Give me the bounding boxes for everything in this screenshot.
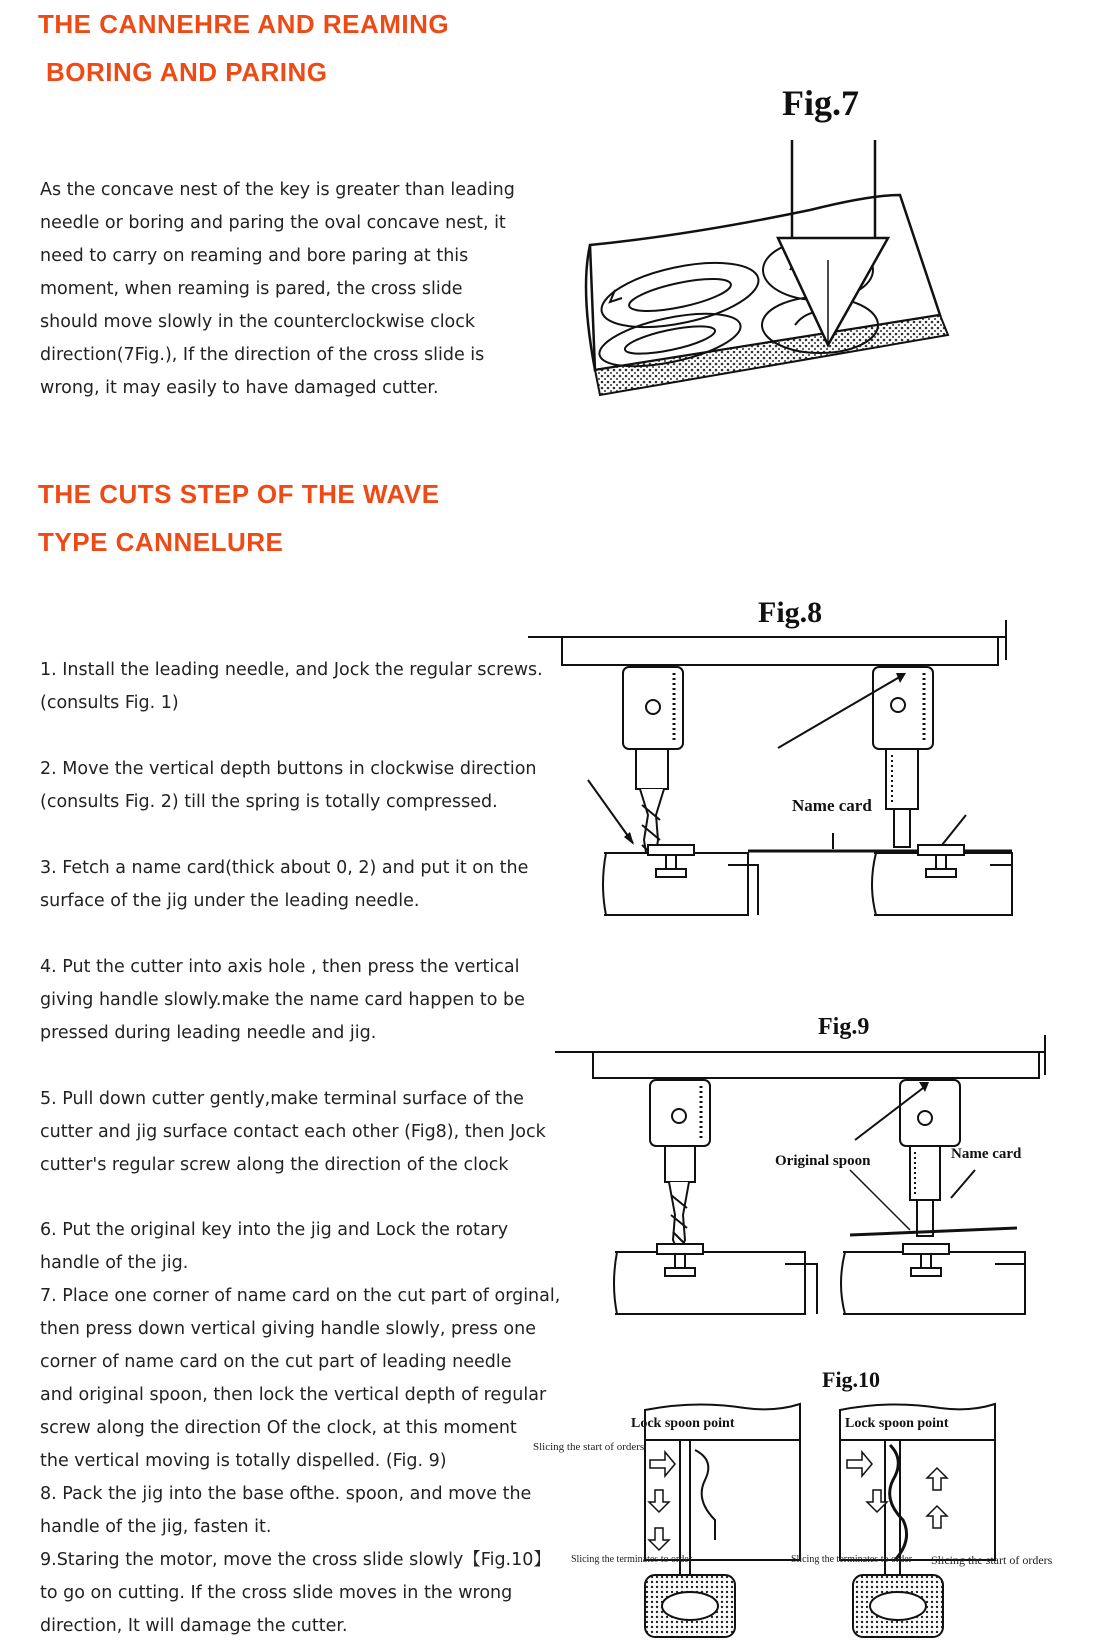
step-line: then press down vertical giving handle slowly, press one xyxy=(40,1319,536,1339)
section-heading-reaming xyxy=(38,0,449,96)
paragraph-line: need to carry on reaming and bore paring at this xyxy=(40,246,469,266)
fig9-illustration xyxy=(555,1030,1075,1320)
step-line: screw along the direction Of the clock, at this moment xyxy=(40,1418,517,1438)
steps-6-to-9 xyxy=(40,1214,561,1643)
fig9-title: Fig.9 xyxy=(818,1014,870,1040)
fig8-title: Fig.8 xyxy=(758,596,823,629)
fig10-slicing-terminates-right-label: Slicing the terminates to order xyxy=(791,1554,913,1565)
step-line: 1. Install the leading needle, and Jock the regular screws. xyxy=(40,660,543,680)
step-line: 2. Move the vertical depth buttons in clockwise direction xyxy=(40,759,537,779)
step-line: (consults Fig. 2) till the spring is totally compressed. xyxy=(40,792,498,812)
section-heading-wave-cannelure xyxy=(38,470,440,566)
reaming-paragraph xyxy=(40,174,550,405)
paragraph-line: moment, when reaming is pared, the cross slide xyxy=(40,279,463,299)
fig7-title: Fig.7 xyxy=(782,83,859,123)
step-line: corner of name card on the cut part of leading needle xyxy=(40,1352,512,1372)
fig8-name-card-label: Name card xyxy=(792,796,872,815)
fig9-name-card-label: Name card xyxy=(951,1146,1022,1162)
step-line: (consults Fig. 1) xyxy=(40,693,179,713)
fig8-illustration xyxy=(528,615,1028,925)
fig10-lock-left-label: Lock spoon point xyxy=(631,1416,735,1431)
fig10-lock-right-label: Lock spoon point xyxy=(845,1416,949,1431)
fig10-title: Fig.10 xyxy=(822,1367,881,1392)
step-line: 4. Put the cutter into axis hole , then press the vertical xyxy=(40,957,520,977)
step-line: and original spoon, then lock the vertical depth of regular xyxy=(40,1385,547,1405)
paragraph-line: needle or boring and paring the oval concave nest, it xyxy=(40,213,506,233)
step-line: the vertical moving is totally dispelled. (Fig. 9) xyxy=(40,1451,447,1471)
step-line: handle of the jig, fasten it. xyxy=(40,1517,272,1537)
step-line: pressed during leading needle and jig. xyxy=(40,1023,377,1043)
step-line: handle of the jig. xyxy=(40,1253,189,1273)
step-line: 9.Staring the motor, move the cross slide slowly【Fig.10】 xyxy=(40,1550,551,1570)
fig10-slicing-terminates-left-label: Slicing the terminates to order xyxy=(571,1554,693,1565)
step-5 xyxy=(40,1083,550,1182)
step-line: 6. Put the original key into the jig and Lock the rotary xyxy=(40,1220,509,1240)
heading-line: THE CUTS STEP OF THE WAVE xyxy=(38,479,440,509)
fig10-slicing-start-left-label: Slicing the start of orders xyxy=(533,1441,645,1453)
step-3 xyxy=(40,852,550,918)
step-line: direction, It will damage the cutter. xyxy=(40,1616,348,1636)
fig9-original-spoon-label: Original spoon xyxy=(775,1153,871,1169)
fig7-illustration xyxy=(570,140,990,410)
fig10-illustration xyxy=(533,1390,1095,1643)
step-4 xyxy=(40,951,550,1050)
step-1 xyxy=(40,654,550,720)
step-line: 3. Fetch a name card(thick about 0, 2) and put it on the xyxy=(40,858,529,878)
step-2 xyxy=(40,753,550,819)
paragraph-line: should move slowly in the counterclockwise clock xyxy=(40,312,476,332)
step-line: giving handle slowly.make the name card happen to be xyxy=(40,990,525,1010)
step-line: cutter's regular screw along the direction of the clock xyxy=(40,1155,509,1175)
heading-line: TYPE CANNELURE xyxy=(38,527,284,557)
heading-line: BORING AND PARING xyxy=(46,57,328,87)
step-line: to go on cutting. If the cross slide moves in the wrong xyxy=(40,1583,513,1603)
step-line: 5. Pull down cutter gently,make terminal surface of the xyxy=(40,1089,524,1109)
step-line: 7. Place one corner of name card on the cut part of orginal, xyxy=(40,1286,561,1306)
step-line: surface of the jig under the leading needle. xyxy=(40,891,420,911)
step-line: 8. Pack the jig into the base ofthe. spoon, and move the xyxy=(40,1484,532,1504)
paragraph-line: As the concave nest of the key is greater than leading xyxy=(40,180,515,200)
fig10-slicing-start-right-label: Slicing the start of orders xyxy=(931,1553,1053,1567)
heading-line: THE CANNEHRE AND REAMING xyxy=(38,9,450,39)
step-line: cutter and jig surface contact each other (Fig8), then Jock xyxy=(40,1122,546,1142)
paragraph-line: direction(7Fig.), If the direction of the cross slide is xyxy=(40,345,485,365)
paragraph-line: wrong, it may easily to have damaged cutter. xyxy=(40,378,439,398)
